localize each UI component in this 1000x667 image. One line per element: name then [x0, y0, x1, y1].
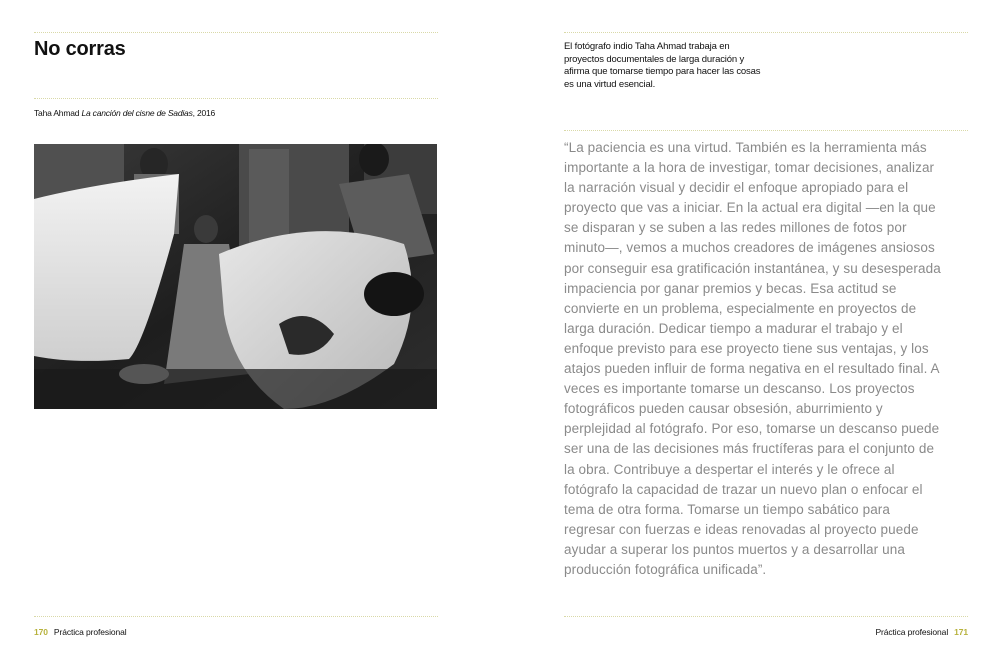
footer-section-right: Práctica profesional	[875, 627, 949, 637]
footer-rule	[34, 616, 438, 617]
right-page	[500, 0, 1000, 667]
page-title: No corras	[34, 38, 126, 60]
caption-work-title: La canción del cisne de Sadias	[81, 108, 193, 118]
caption-photographer: Taha Ahmad	[34, 108, 80, 118]
footer-rule-right	[564, 616, 968, 617]
documentary-photo	[34, 144, 437, 409]
quote-rule	[564, 130, 968, 131]
photo-illustration	[34, 144, 437, 409]
top-rule	[34, 32, 438, 33]
pull-quote: “La paciencia es una virtud. También es la herramienta más importante a la hora de investigar, tomar decisiones, analizar la narración visual y decidir el enfoque apropiado para el proyecto que vas a iniciar. En la actual era digital —en la que se disparan y se suben a las redes millones de fotos por minuto—, vemos a muchos creadores de imágenes ansiosos por conseguir esa gratificación instantánea, y su desesperada impaciencia por ganar premios y becas. Esa actitud se convierte en un problema, especialmente en proyectos de larga duración. Dedicar tiempo a madurar el trabajo y el enfoque previsto para ese proyecto tiene sus ventajas, y los atajos pueden influir de forma negativa en el resultado final. A veces es importante tomarse un descanso. Los proyectos fotográficos pueden causar obsesión, aburrimiento y perplejidad al fotógrafo. Por eso, tomarse un descanso puede ser una de las decisiones más fructíferas para el conjunto de la obra. Contribuye a despertar el interés y le ofrece al fotógrafo la capacidad de trazar un nuevo plan o enfocar el tema de otra forma. Tomarse un tiempo sabático para regresar con fuerzas e ideas renovadas al proyecto puede ayudar a superar los puntos muertos y a desarrollar una producción fotográfica unificada”.	[564, 140, 941, 577]
left-footer	[34, 627, 127, 637]
intro-text: El fotógrafo indio Taha Ahmad trabaja en proyectos documentales de larga duración y afirma que tomarse tiempo para hacer las cosas es una virtud esencial.	[564, 41, 761, 90]
caption-rule	[34, 98, 438, 99]
photo-caption	[34, 108, 215, 118]
caption-year: , 2016	[192, 108, 216, 118]
page-number-right: 171	[954, 627, 968, 637]
top-rule-right	[564, 32, 968, 33]
right-footer	[875, 627, 968, 637]
page-number-left: 170	[34, 627, 48, 637]
footer-section-left: Práctica profesional	[53, 627, 127, 637]
